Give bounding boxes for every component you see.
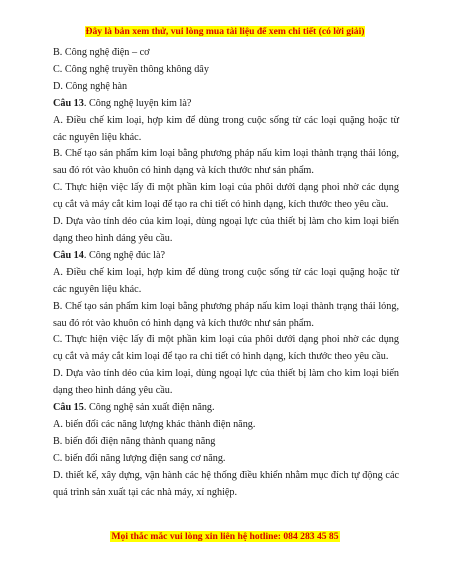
answer-option: D. Dựa vào tính dẻo của kim loại, dùng ngoại lực của thiết bị làm cho kim loại biến dạng theo hình dáng yêu cầu. (53, 368, 399, 397)
answer-option: B. biến đổi điện năng thành quang năng (53, 435, 216, 447)
question-number: Câu 13 (53, 97, 84, 109)
answer-option: C. biến đổi năng lượng điện sang cơ năng. (53, 452, 226, 464)
question-text: . Công nghệ đúc là? (83, 249, 166, 261)
hotline-banner (0, 531, 450, 542)
question-number: Câu 14 (53, 249, 84, 261)
option-line: D. Công nghệ hàn (53, 80, 128, 92)
question-heading (53, 248, 399, 265)
question-block (53, 248, 399, 400)
question-heading (53, 400, 399, 417)
answer-option: B. Chế tạo sản phẩm kim loại bằng phương pháp nấu kim loại thành trạng thái lỏng, sau đó rót vào khuôn có hình dạng và kích thước như sản phẩm. (53, 300, 399, 329)
answer-option: C. Thực hiện việc lấy đi một phần kim loại của phôi dưới dạng phoi nhờ các dụng cụ cắt và máy cắt kim loại để tạo ra chi tiết có hình dạng, kích thước theo yêu cầu. (53, 334, 399, 363)
answer-option: B. Chế tạo sản phẩm kim loại bằng phương pháp nấu kim loại thành trạng thái lỏng, sau đó rót vào khuôn có hình dạng và kích thước như sản phẩm. (53, 148, 399, 177)
answer-option: D. thiết kế, xây dựng, vận hành các hệ thống điều khiển nhằm mục đích tự động các quá trình sản xuất tại các nhà máy, xí nghiệp. (53, 469, 399, 498)
option-line: C. Công nghệ truyền thông không dây (53, 63, 209, 75)
answer-option: D. Dựa vào tính dẻo của kim loại, dùng ngoại lực của thiết bị làm cho kim loại biến dạng theo hình dáng yêu cầu. (53, 216, 399, 244)
answer-option: A. Điều chế kim loại, hợp kim để dùng trong cuộc sống từ các loại quặng hoặc từ các nguyên liệu khác. (53, 266, 399, 295)
question-block (53, 400, 399, 501)
document-body (53, 45, 399, 501)
question-text: . Công nghệ sản xuất điện năng. (83, 402, 215, 414)
preview-banner (0, 26, 450, 37)
question-block (53, 96, 399, 248)
answer-option: A. biến đổi các năng lượng khác thành điện năng. (53, 418, 256, 430)
answer-option: C. Thực hiện việc lấy đi một phần kim loại của phôi dưới dạng phoi nhờ các dụng cụ cắt và máy cắt kim loại để tạo ra chi tiết có hình dạng, kích thước theo yêu cầu. (53, 182, 399, 211)
preview-banner-text: Đây là bản xem thử, vui lòng mua tài liệu để xem chi tiết (có lời giải) (85, 26, 365, 37)
question-number: Câu 15 (53, 402, 84, 414)
option-line: B. Công nghệ điện – cơ (53, 47, 150, 58)
answer-option: A. Điều chế kim loại, hợp kim để dùng trong cuộc sống từ các loại quặng hoặc từ các nguyên liệu khác. (53, 114, 399, 143)
hotline-banner-text: Mọi thắc mắc vui lòng xin liên hệ hotline: 084 283 45 85 (111, 531, 339, 542)
question-heading (53, 96, 399, 113)
question-text: . Công nghệ luyện kim là? (83, 97, 192, 109)
